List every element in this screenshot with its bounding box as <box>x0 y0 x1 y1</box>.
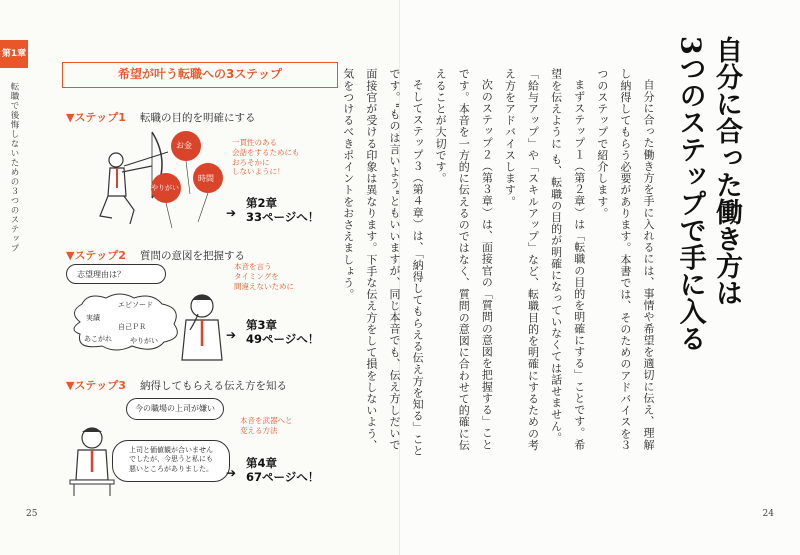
cloud-word-self-pr: 自己ＰＲ <box>118 323 146 331</box>
paragraph: そしてステップ３（第４章）は、「納得してもらえる伝え方を知る」ことです。"ものは言いよう"ともいいますが、同じ本音でも、伝え方しだいで面接官が受ける印象は異なります。下手な伝え方をして損をしないよう、気をつけるべきポイントをおさえましょう。 <box>341 68 425 457</box>
step1-ref: 第2章 33ページへ！ <box>246 196 320 225</box>
page-number-left: 25 <box>26 509 38 519</box>
step3-desc: 納得してもらえる伝え方を知る <box>140 380 287 392</box>
step1-desc: 転職の目的を明確にする <box>140 112 256 124</box>
balloon-label-time: 時間 <box>198 174 214 183</box>
thought-bubble: 今の職場の上司が嫌い <box>126 398 224 420</box>
step2-label: ▼ステップ2 <box>66 249 126 262</box>
balloon-reward <box>151 173 181 228</box>
cloud-word-admiration: あこがれ <box>84 335 112 343</box>
step2-desc: 質問の意図を把握する <box>140 250 245 262</box>
question-bubble: 志望理由は？ <box>66 264 166 284</box>
cloud-word-achievement: 実績 <box>86 314 100 322</box>
step2-ref: 第3章 49ページへ！ <box>246 318 320 347</box>
step1-label: ▼ステップ1 <box>66 111 126 124</box>
arrow-icon: ➔ <box>226 206 237 220</box>
step3-ref: 第4章 67ページへ！ <box>246 456 320 485</box>
cloud-word-fulfillment: やりがい <box>130 337 158 345</box>
speech-bubble: 上司と価値観が合いません でしたが、今思うと私にも 悪いところがありました。 <box>112 440 230 482</box>
arrow-icon: ➔ <box>226 466 237 480</box>
paragraph: 次のステップ２（第３章）は、面接官の「質問の意図を把握する」ことです。本音を一方的に伝えるのではなく、質問の意図に合わせて的確に伝えることが大切です。 <box>434 68 494 451</box>
page-title: 自分に合った働き方は 3つのステップで手に入る <box>674 36 742 352</box>
balloon-time <box>193 163 223 222</box>
running-title: 転職で後悔しないための３つのステップ <box>9 82 19 253</box>
cloud-word-episode: エピソード <box>118 301 153 309</box>
body-text <box>341 68 660 458</box>
paragraph: 自分に合った働き方を手に入れるには、事情や希望を適切に伝え、理解し納得してもらう必要があります。本書では、そのためのアドバイスを３つのステップで紹介します。 <box>595 68 655 451</box>
step2-note: 本音を言う タイミングを 間違えないために <box>234 262 294 291</box>
steps-header: 希望が叶う転職への3ステップ <box>62 62 338 88</box>
chapter-tab: 第1章 <box>0 40 28 68</box>
step3-note: 本音を武器へと 変える方法 <box>240 416 293 435</box>
right-page <box>341 0 800 555</box>
balloon-label-reward: やりがい <box>151 184 179 192</box>
step1-note: 一貫性のある 会話をするためにも おろそかに しないように！ <box>232 138 300 177</box>
arrow-icon: ➔ <box>226 328 237 342</box>
seated-man-illustration <box>66 424 116 496</box>
thinking-man-illustration <box>172 290 232 360</box>
page-number-right: 24 <box>762 509 774 519</box>
balloon-label-money: お金 <box>176 141 192 150</box>
paragraph: まずステップ１（第２章）は「転職の目的を明確にする」ことです。希望を伝えように も、転職の目的が明確になっていなくては話せません。「給与アップ」や「スキルアップ」など、転職目的を明確にするための考え方をアドバイスします。 <box>503 68 586 451</box>
step3-label: ▼ステップ3 <box>66 379 126 392</box>
